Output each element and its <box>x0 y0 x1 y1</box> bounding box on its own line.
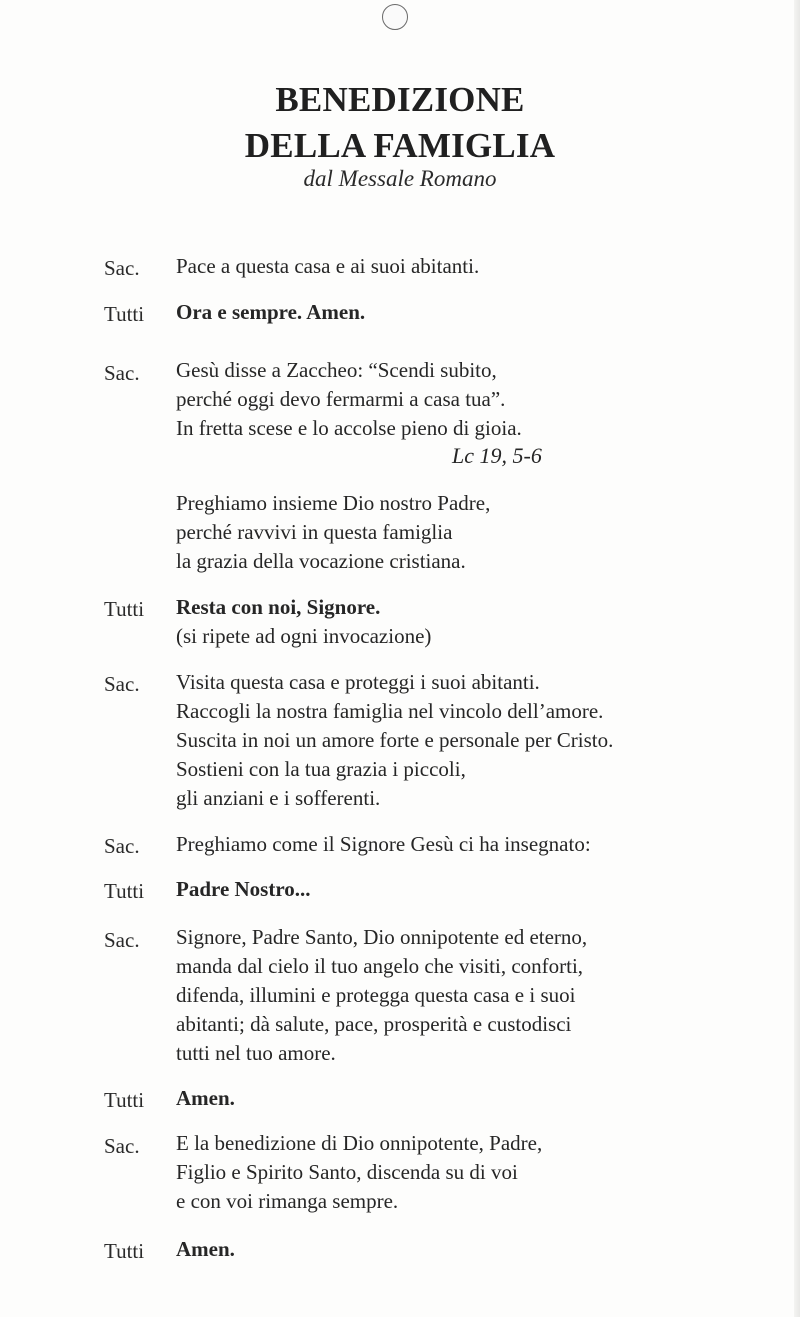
prayer-line: (si ripete ad ogni invocazione) <box>176 624 432 648</box>
prayer-line: perché oggi devo fermarmi a casa tua”. <box>176 387 506 411</box>
prayer-line: e con voi rimanga sempre. <box>176 1189 399 1213</box>
prayer-line: Ora e sempre. Amen. <box>176 300 366 324</box>
prayer-text <box>176 923 776 1068</box>
punch-hole <box>382 4 408 30</box>
prayer-text <box>176 1129 776 1216</box>
prayer-text <box>176 668 776 813</box>
prayer-line: Signore, Padre Santo, Dio onnipotente ed eterno, <box>176 925 588 949</box>
prayer-line: Preghiamo insieme Dio nostro Padre, <box>176 491 491 515</box>
speaker-label: Tutti <box>104 302 145 326</box>
prayer-text <box>176 356 776 443</box>
prayer-text <box>176 830 776 859</box>
speaker-label: Tutti <box>104 1088 145 1112</box>
prayer-line: abitanti; dà salute, pace, prosperità e custodisci <box>176 1012 572 1036</box>
prayer-line: Suscita in noi un amore forte e personale per Cristo. <box>176 728 614 752</box>
prayer-line: difenda, illumini e protegga questa casa e i suoi <box>176 983 576 1007</box>
speaker-label: Sac. <box>104 256 140 280</box>
speaker-label: Sac. <box>104 834 140 858</box>
prayer-line: Figlio e Spirito Santo, discenda su di voi <box>176 1160 518 1184</box>
speaker-label: Sac. <box>104 672 140 696</box>
card-edge <box>794 0 800 1317</box>
prayer-line: Resta con noi, Signore. <box>176 595 381 619</box>
speaker-label: Tutti <box>104 879 145 903</box>
prayer-line: Amen. <box>176 1086 235 1110</box>
speaker-label: Tutti <box>104 597 145 621</box>
speaker-label: Sac. <box>104 361 140 385</box>
response-text <box>176 593 776 651</box>
title-line-1: BENEDIZIONE <box>275 80 525 119</box>
prayer-line: Padre Nostro... <box>176 877 311 901</box>
prayer-text <box>176 489 776 576</box>
prayer-text <box>176 252 776 281</box>
prayer-line: Gesù disse a Zaccheo: “Scendi subito, <box>176 358 497 382</box>
prayer-line: la grazia della vocazione cristiana. <box>176 549 466 573</box>
scripture-reference: Lc 19, 5-6 <box>452 443 542 468</box>
prayer-line: Visita questa casa e proteggi i suoi abitanti. <box>176 670 540 694</box>
response-text <box>176 1235 776 1264</box>
prayer-line: Preghiamo come il Signore Gesù ci ha insegnato: <box>176 832 591 856</box>
prayer-line: gli anziani e i sofferenti. <box>176 786 381 810</box>
prayer-line: Pace a questa casa e ai suoi abitanti. <box>176 254 480 278</box>
prayer-line: Amen. <box>176 1237 235 1261</box>
prayer-line: Sostieni con la tua grazia i piccoli, <box>176 757 466 781</box>
prayer-line: manda dal cielo il tuo angelo che visiti, conforti, <box>176 954 584 978</box>
prayer-line: E la benedizione di Dio onnipotente, Padre, <box>176 1131 543 1155</box>
prayer-line: perché ravvivi in questa famiglia <box>176 520 453 544</box>
response-text <box>176 1084 776 1113</box>
response-text <box>176 298 776 327</box>
prayer-line: Raccogli la nostra famiglia nel vincolo dell’amore. <box>176 699 604 723</box>
prayer-line: tutti nel tuo amore. <box>176 1041 336 1065</box>
response-text <box>176 875 776 904</box>
speaker-label: Sac. <box>104 1134 140 1158</box>
speaker-label: Sac. <box>104 928 140 952</box>
prayer-line: In fretta scese e lo accolse pieno di gioia. <box>176 416 522 440</box>
subtitle: dal Messale Romano <box>303 166 497 191</box>
speaker-label: Tutti <box>104 1239 145 1263</box>
title-line-2: DELLA FAMIGLIA <box>244 126 556 165</box>
